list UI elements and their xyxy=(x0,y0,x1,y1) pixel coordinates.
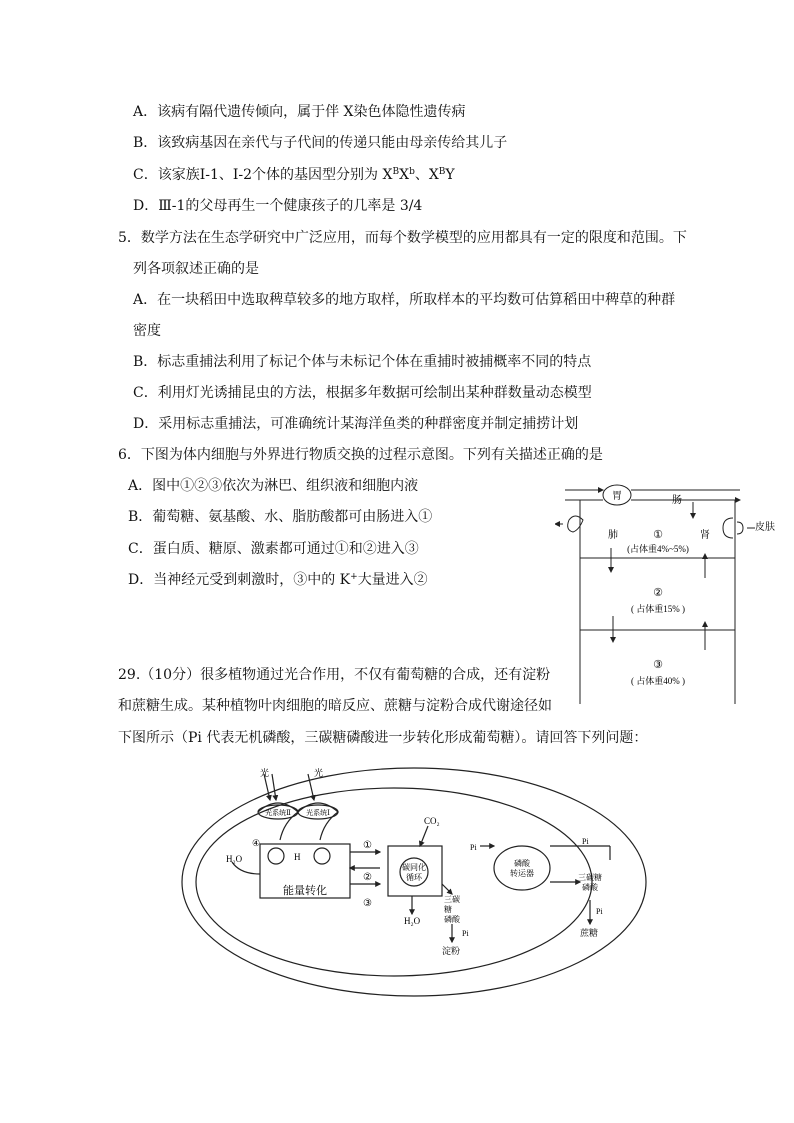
marker-1: ① xyxy=(363,840,372,851)
q5-option-d: D．采用标志重捕法，可准确统计某海洋鱼类的种群密度并制定捕捞计划 xyxy=(133,416,579,432)
q4-option-b: B．该致病基因在亲代与子代间的传递只能由母亲传给其儿子 xyxy=(133,135,508,151)
energy-conversion-label: 能量转化 xyxy=(283,885,327,897)
photosystem-1-label: 光系统Ⅰ xyxy=(306,809,330,817)
marker-2: ② xyxy=(363,872,372,883)
water-input-label: H₂O xyxy=(226,854,243,864)
q5-option-a-line2: 密度 xyxy=(133,323,161,339)
photosystem-2-label: 光系统Ⅱ xyxy=(265,809,291,817)
q4-option-a: A．该病有隔代遗传倾向，属于伴 X染色体隐性遗传病 xyxy=(133,104,466,120)
calvin-cycle-label-2: 循环 xyxy=(406,873,422,882)
triose-label-3: 磷酸 xyxy=(444,915,460,924)
q6-option-b: B．葡萄糖、氨基酸、水、脂肪酸都可由肠进入① xyxy=(128,509,433,525)
calvin-cycle-label-1: 碳同化 xyxy=(402,863,426,872)
stomach-label: 胃 xyxy=(612,491,622,502)
marker-4: ④ xyxy=(252,838,261,848)
intestine-label: 肠 xyxy=(672,495,682,506)
skin-label: 皮肤 xyxy=(755,522,775,533)
water-output-label: H₂O xyxy=(404,916,421,926)
q5-stem-line1: 5．数学方法在生态学研究中广泛应用，而每个数学模型的应用都具有一定的限度和范围。下 xyxy=(118,230,687,246)
compartment-1-label: ① xyxy=(653,529,663,541)
triose-label-2: 糖 xyxy=(444,905,452,914)
q4-option-d: D．Ⅲ-1的父母再生一个健康孩子的几率是 3/4 xyxy=(133,198,423,214)
triose-label-1: 三碳 xyxy=(444,895,460,904)
co2-label: CO₂ xyxy=(424,816,440,826)
q6-stem: 6．下图为体内细胞与外界进行物质交换的过程示意图。下列有关描述正确的是 xyxy=(118,447,603,463)
starch-label: 淀粉 xyxy=(442,946,461,956)
pi-label-left: Pi xyxy=(470,843,477,852)
pi-label-b: Pi xyxy=(596,907,603,916)
compartment-2-label: ② xyxy=(653,587,663,599)
q29-line1: 29.（10分）很多植物通过光合作用，不仅有葡萄糖的合成，还有淀粉 xyxy=(118,667,551,683)
light-label-2: 光 xyxy=(314,768,324,778)
sucrose-label: 蔗糖 xyxy=(580,928,599,938)
lung-label: 肺 xyxy=(608,530,618,541)
compartment-3-note: ( 占体重40% ) xyxy=(631,676,685,686)
q5-stem-line2: 列各项叙述正确的是 xyxy=(133,261,259,277)
compartment-2-note: ( 占体重15% ) xyxy=(631,604,685,614)
h-label: H xyxy=(294,852,301,862)
q6-option-d: D．当神经元受到刺激时，③中的 K+大量进入② xyxy=(128,572,428,588)
q29-line3: 下图所示（Pi 代表无机磷酸，三碳糖磷酸进一步转化形成葡萄糖）。请回答下列问题： xyxy=(118,730,648,746)
q6-option-a: A．图中①②③依次为淋巴、组织液和细胞内液 xyxy=(128,478,419,494)
triose-right-label-2: 磷酸 xyxy=(582,883,598,892)
pi-label-a: Pi xyxy=(462,929,469,938)
compartment-3-label: ③ xyxy=(653,659,663,671)
q5-option-a-line1: A．在一块稻田中选取稗草较多的地方取样，所取样本的平均数可估算稻田中稗草的种群 xyxy=(133,292,676,308)
kidney-label: 肾 xyxy=(700,530,710,541)
triose-right-label-1: 三碳糖 xyxy=(578,873,602,882)
marker-3: ③ xyxy=(363,898,372,909)
q5-option-c: C．利用灯光诱捕昆虫的方法，根据多年数据可绘制出某种群数量动态模型 xyxy=(133,385,592,401)
light-label-1: 光 xyxy=(260,768,270,778)
body-fluid-exchange-diagram xyxy=(555,478,775,706)
q4-option-c: C．该家族Ⅰ-1、Ⅰ-2个体的基因型分别为 $X^BX^b$、$X^BY$ xyxy=(133,167,455,183)
photosynthesis-pathway-diagram xyxy=(180,764,650,1000)
transporter-label-2: 转运器 xyxy=(510,869,534,878)
transporter-label-1: 磷酸 xyxy=(514,859,530,868)
pi-label-top: Pi xyxy=(582,837,589,846)
compartment-1-note: (占体重4%~5%) xyxy=(627,544,689,554)
q6-option-c: C．蛋白质、糖原、激素都可通过①和②进入③ xyxy=(128,541,419,557)
q29-line2: 和蔗糖生成。某种植物叶肉细胞的暗反应、蔗糖与淀粉合成代谢途径如 xyxy=(118,698,552,714)
q5-option-b: B．标志重捕法利用了标记个体与未标记个体在重捕时被捕概率不同的特点 xyxy=(133,354,592,370)
